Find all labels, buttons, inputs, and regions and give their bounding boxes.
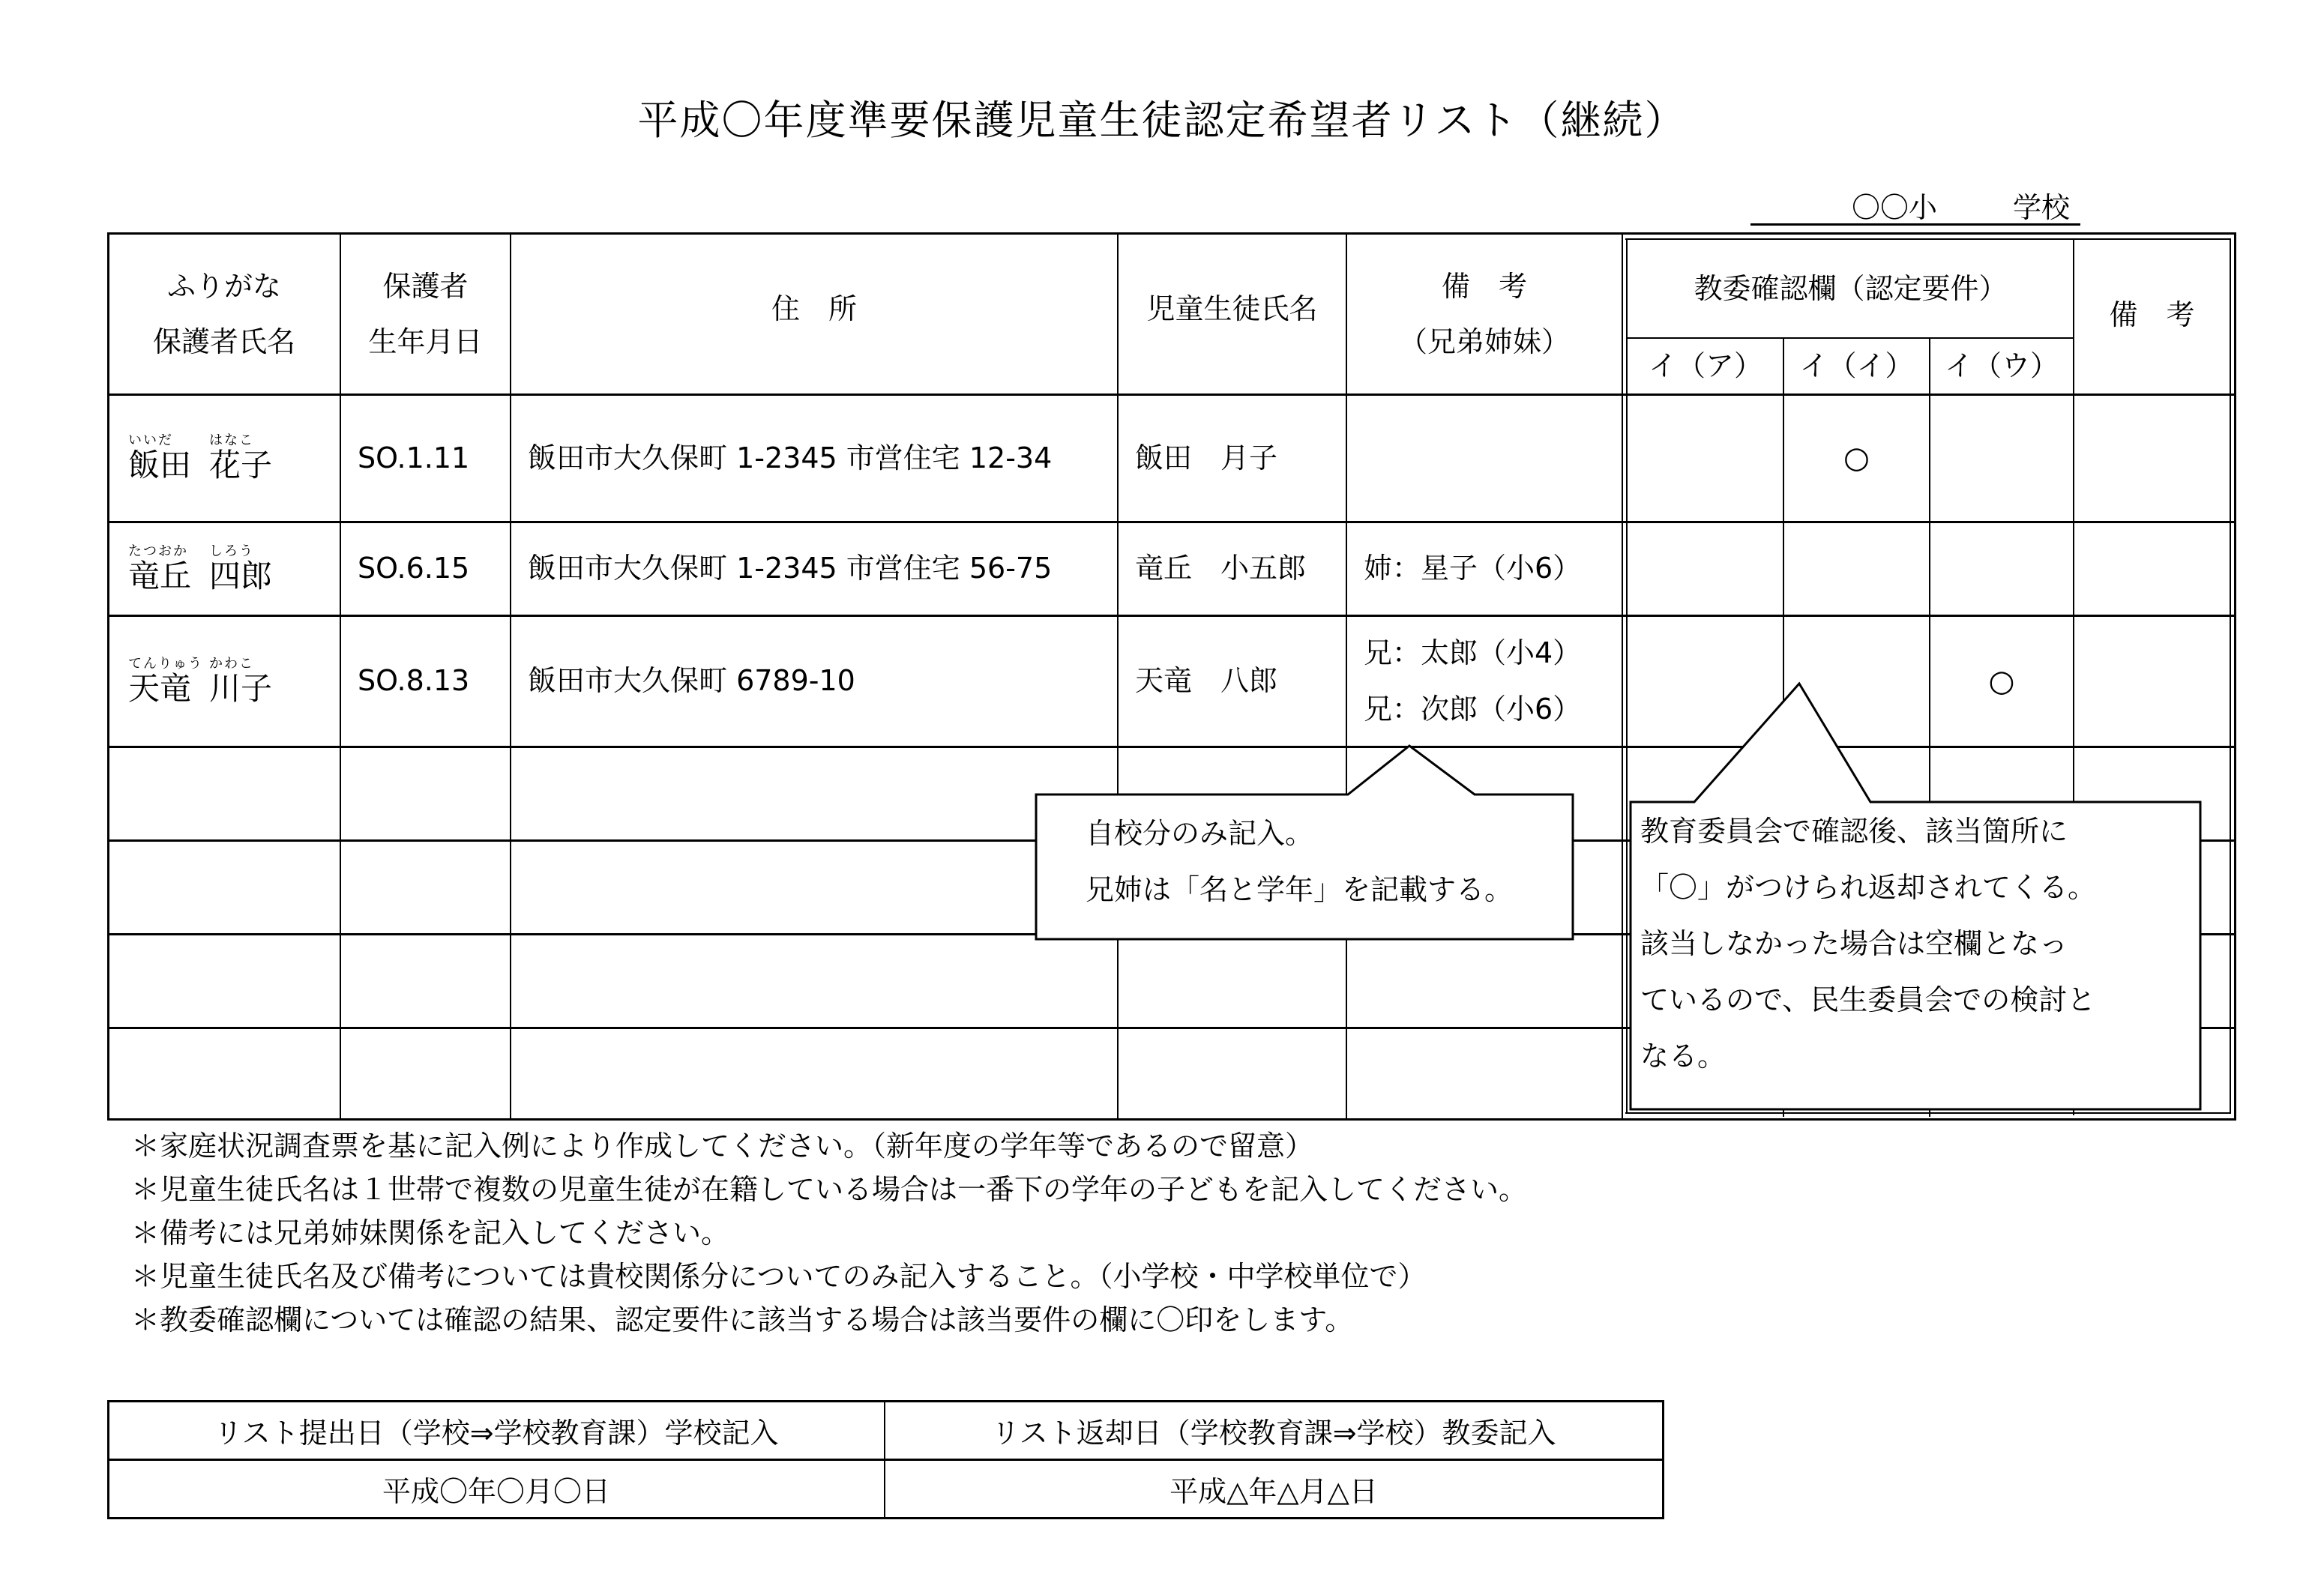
address-cell[interactable]: 飯田市大久保町 1-2345 市営住宅 12-34 <box>528 441 1053 474</box>
sibling-entry: 兄：太郎（小4） <box>1364 636 1582 669</box>
return-date-header: リスト返却日（学校教育課⇒学校）教委記入 <box>991 1416 1556 1450</box>
header-remarks-siblings <box>1347 234 1622 394</box>
birthdate-cell[interactable]: SO.1.11 <box>358 441 470 474</box>
given-name-ruby: はなこ <box>209 432 254 448</box>
address-cell[interactable]: 飯田市大久保町 1-2345 市営住宅 56-75 <box>528 552 1053 585</box>
empty-cell[interactable] <box>341 1028 510 1119</box>
header-remarks: 備 考 <box>2109 298 2195 331</box>
siblings-note-text <box>1086 806 1513 918</box>
board-note-line: なる。 <box>1640 1040 1727 1073</box>
empty-cell[interactable] <box>109 747 340 838</box>
guardian-name-text <box>128 669 273 707</box>
table-border-right <box>2234 232 2236 1121</box>
requirement-cell[interactable] <box>1628 395 1783 521</box>
requirement-cell[interactable] <box>1930 522 2073 615</box>
board-note-line: 該当しなかった場合は空欄となっ <box>1640 927 2068 960</box>
guardian-name-cell[interactable] <box>109 522 340 615</box>
header-requirement-u: イ（ウ） <box>1944 349 2059 383</box>
guardian-name-cell[interactable] <box>109 616 340 746</box>
guardian-name-ruby <box>128 544 272 559</box>
student-name-cell[interactable]: 天竜 八郎 <box>1135 664 1278 698</box>
instruction-note: ＊備考には兄弟姉妹関係を記入してください。 <box>131 1216 730 1249</box>
empty-cell[interactable] <box>341 747 510 838</box>
remarks-cell[interactable] <box>2074 395 2230 521</box>
requirement-cell[interactable] <box>1930 395 2073 521</box>
circle-mark-icon: ○ <box>1843 441 1870 475</box>
given-name: 花子 <box>209 447 273 483</box>
address-cell[interactable]: 飯田市大久保町 6789-10 <box>528 664 855 698</box>
requirement-cell[interactable] <box>1784 395 1929 521</box>
given-name-ruby: しろう <box>209 543 254 559</box>
empty-cell[interactable] <box>1119 1028 1346 1119</box>
remarks-cell[interactable] <box>2074 522 2230 615</box>
header-furigana-label: ふりがな <box>166 269 281 303</box>
submit-date-header: リスト提出日（学校⇒学校教育課）学校記入 <box>214 1416 779 1450</box>
dates-table <box>107 1400 1667 1524</box>
student-name-cell[interactable]: 竜丘 小五郎 <box>1135 552 1307 585</box>
dates-border-bottom <box>107 1517 1664 1519</box>
given-name: 川子 <box>209 669 273 707</box>
return-date-field[interactable]: 平成△年△月△日 <box>1169 1475 1378 1508</box>
birthdate-cell[interactable]: SO.6.15 <box>358 552 470 585</box>
empty-cell[interactable] <box>109 1028 340 1119</box>
dates-border-right <box>1662 1400 1664 1519</box>
instruction-note: ＊児童生徒氏名及び備考については貴校関係分についてのみ記入すること。（小学校・中学校単位で） <box>131 1260 1427 1293</box>
school-name: 〇〇小 <box>1852 191 1938 224</box>
guardian-name <box>128 544 272 594</box>
family-name: 竜丘 <box>128 557 192 594</box>
empty-cell[interactable] <box>511 935 1117 1025</box>
school-suffix: 学校 <box>2013 191 2071 224</box>
siblings-cell[interactable] <box>1347 616 1622 746</box>
circle-mark-icon: ○ <box>1988 663 2015 699</box>
birthdate-cell[interactable]: SO.8.13 <box>358 664 470 698</box>
header-birthdate <box>341 234 510 394</box>
instruction-note: ＊教委確認欄については確認の結果、認定要件に該当する場合は該当要件の欄に〇印をします。 <box>131 1303 1354 1336</box>
empty-cell[interactable] <box>109 841 340 932</box>
siblings-note-line: 自校分のみ記入。 <box>1086 817 1314 850</box>
family-name-ruby: てんりゅう <box>128 655 203 672</box>
empty-cell[interactable] <box>341 935 510 1025</box>
header-requirement-i: イ（イ） <box>1799 349 1914 383</box>
siblings-note-line: 兄姉は「名と学年」を記載する。 <box>1086 873 1514 906</box>
empty-cell[interactable] <box>341 841 510 932</box>
siblings-cell[interactable] <box>1347 522 1622 615</box>
given-name: 四郎 <box>209 557 273 594</box>
requirement-cell[interactable] <box>1784 522 1929 615</box>
empty-cell[interactable] <box>1347 1028 1622 1119</box>
header-furigana-name <box>109 234 340 394</box>
table-border-right-inner <box>2230 238 2231 1114</box>
header-guardian-label: 保護者 <box>382 269 469 303</box>
header-siblings-label: （兄弟姉妹） <box>1398 325 1570 358</box>
guardian-name-text <box>128 448 272 483</box>
board-note-line: 教育委員会で確認後、該当箇所に <box>1640 815 2068 848</box>
document-title: 平成〇年度準要保護児童生徒認定希望者リスト（継続） <box>637 97 1687 144</box>
guardian-name-ruby <box>128 433 272 448</box>
family-name-ruby: たつおか <box>128 543 188 559</box>
family-name: 飯田 <box>128 447 192 483</box>
board-note-line: ているので、民生委員会での検討と <box>1640 983 2096 1016</box>
family-name-ruby: いいだ <box>128 432 173 448</box>
siblings-cell[interactable] <box>1347 395 1622 521</box>
empty-cell[interactable] <box>511 747 1117 838</box>
empty-cell[interactable] <box>109 935 340 1025</box>
board-note-text <box>1640 803 2096 1085</box>
family-name: 天竜 <box>128 669 192 707</box>
header-birthdate-label: 生年月日 <box>368 325 483 358</box>
sibling-entry: 兄：次郎（小6） <box>1364 692 1582 726</box>
sibling-entry: 姉：星子（小6） <box>1364 552 1582 585</box>
guardian-name <box>128 657 272 706</box>
header-requirement-a: イ（ア） <box>1648 349 1762 383</box>
submit-date-field[interactable]: 平成〇年〇月〇日 <box>382 1475 610 1508</box>
empty-cell[interactable] <box>1347 935 1622 1025</box>
board-note-line: 「〇」がつけられ返却されてくる。 <box>1640 871 2097 904</box>
student-name-cell[interactable]: 飯田 月子 <box>1135 441 1278 474</box>
instruction-note: ＊家庭状況調査票を基に記入例により作成してください。（新年度の学年等であるので留意） <box>131 1130 1314 1163</box>
empty-cell[interactable] <box>511 841 1117 932</box>
given-name-ruby: かわこ <box>209 655 254 672</box>
header-student-name: 児童生徒氏名 <box>1146 292 1318 325</box>
requirement-cell[interactable] <box>1628 522 1783 615</box>
empty-cell[interactable] <box>511 1028 1117 1119</box>
guardian-name <box>128 433 272 483</box>
header-board-check: 教委確認欄（認定要件） <box>1694 271 2008 305</box>
empty-cell[interactable] <box>1119 935 1346 1025</box>
guardian-name-cell[interactable] <box>109 395 340 521</box>
header-guardian-name-label: 保護者氏名 <box>152 325 295 358</box>
header-remarks-label: 備 考 <box>1441 269 1527 303</box>
instruction-note: ＊児童生徒氏名は１世帯で複数の児童生徒が在籍している場合は一番下の学年の子どもを記入してください。 <box>131 1173 1528 1206</box>
guardian-name-text <box>128 559 272 594</box>
header-address: 住 所 <box>771 292 857 325</box>
guardian-name-ruby <box>128 657 272 672</box>
